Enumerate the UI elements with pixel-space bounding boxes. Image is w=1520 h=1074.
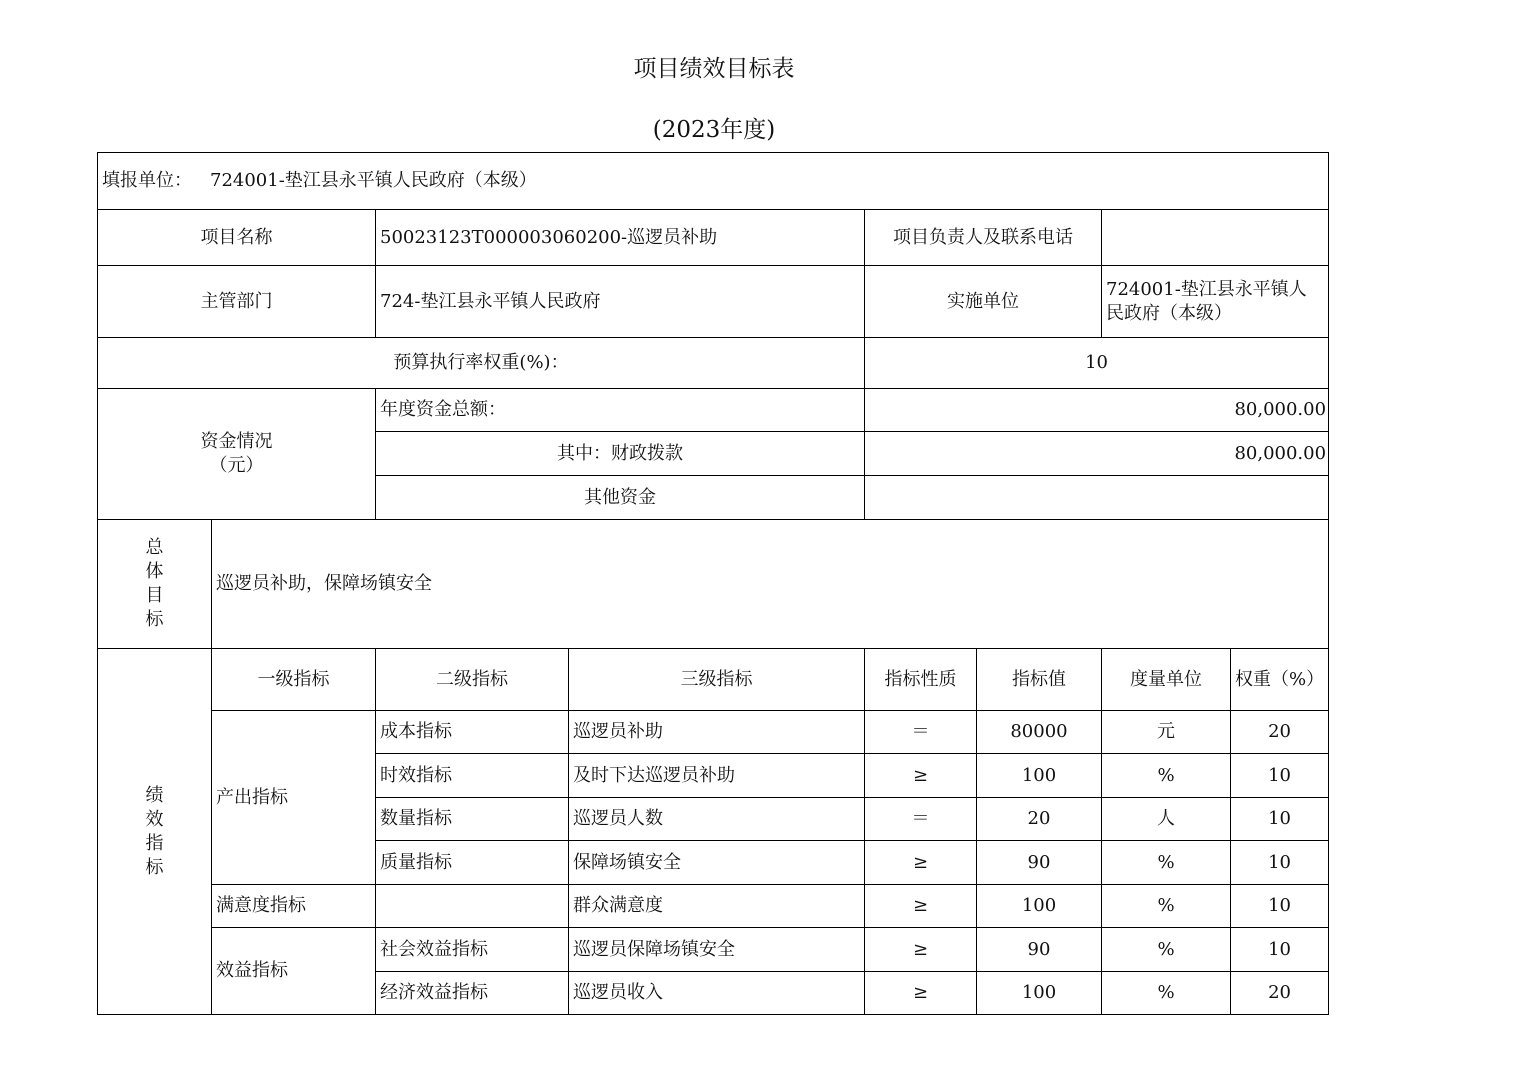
weight-cell[interactable]: 10 bbox=[1231, 841, 1329, 885]
unit-cell[interactable]: 人 bbox=[1102, 798, 1231, 841]
level2-cell[interactable] bbox=[376, 885, 569, 928]
level3-cell[interactable]: 巡逻员人数 bbox=[569, 798, 865, 841]
funds-other-label: 其他资金 bbox=[376, 476, 865, 520]
level1-cell: 满意度指标 bbox=[212, 885, 376, 928]
nature-cell[interactable]: ＝ bbox=[865, 711, 977, 754]
funds-label-line1: 资金情况 bbox=[200, 431, 273, 452]
table-row bbox=[98, 928, 1329, 972]
project-name-label: 项目名称 bbox=[98, 210, 376, 266]
project-contact-label: 项目负责人及联系电话 bbox=[865, 210, 1102, 266]
funds-total-label: 年度资金总额： bbox=[376, 389, 865, 432]
impl-unit-value[interactable] bbox=[1102, 266, 1329, 338]
header-weight: 权重（%） bbox=[1231, 649, 1329, 711]
level3-cell[interactable]: 及时下达巡逻员补助 bbox=[569, 754, 865, 798]
weight-cell[interactable]: 10 bbox=[1231, 928, 1329, 972]
unit-cell[interactable]: % bbox=[1102, 928, 1231, 972]
unit-cell[interactable]: 元 bbox=[1102, 711, 1231, 754]
value-cell[interactable]: 20 bbox=[977, 798, 1102, 841]
level3-cell[interactable]: 保障场镇安全 bbox=[569, 841, 865, 885]
level2-cell[interactable]: 成本指标 bbox=[376, 711, 569, 754]
weight-cell[interactable]: 20 bbox=[1231, 972, 1329, 1015]
nature-cell[interactable]: ＝ bbox=[865, 798, 977, 841]
impl-unit-value-line2: 民政府（本级） bbox=[1106, 302, 1232, 324]
unit-cell[interactable]: % bbox=[1102, 885, 1231, 928]
level2-cell[interactable]: 数量指标 bbox=[376, 798, 569, 841]
level3-cell[interactable]: 巡逻员收入 bbox=[569, 972, 865, 1015]
performance-target-table bbox=[97, 152, 1329, 1015]
value-cell[interactable]: 80000 bbox=[977, 711, 1102, 754]
level3-cell[interactable]: 巡逻员保障场镇安全 bbox=[569, 928, 865, 972]
header-value: 指标值 bbox=[977, 649, 1102, 711]
value-cell[interactable]: 90 bbox=[977, 841, 1102, 885]
level1-cell: 效益指标 bbox=[212, 928, 376, 1015]
project-name-value[interactable]: 50023123T000003060200-巡逻员补助 bbox=[376, 210, 865, 266]
funds-other-value[interactable] bbox=[865, 476, 1329, 520]
weight-cell[interactable]: 10 bbox=[1231, 754, 1329, 798]
nature-cell[interactable]: ≥ bbox=[865, 885, 977, 928]
level2-cell[interactable]: 社会效益指标 bbox=[376, 928, 569, 972]
funds-fiscal-label: 其中：财政拨款 bbox=[376, 432, 865, 476]
fill-unit-cell bbox=[98, 153, 1329, 210]
performance-char: 效 bbox=[145, 808, 164, 830]
page-subtitle: (2023年度) bbox=[652, 117, 776, 143]
level2-cell[interactable]: 经济效益指标 bbox=[376, 972, 569, 1015]
level2-cell[interactable]: 质量指标 bbox=[376, 841, 569, 885]
nature-cell[interactable]: ≥ bbox=[865, 841, 977, 885]
header-level2: 二级指标 bbox=[376, 649, 569, 711]
header-level1: 一级指标 bbox=[212, 649, 376, 711]
page-title: 项目绩效目标表 bbox=[633, 56, 795, 82]
performance-char: 指 bbox=[145, 832, 164, 854]
value-cell[interactable]: 100 bbox=[977, 972, 1102, 1015]
weight-cell[interactable]: 20 bbox=[1231, 711, 1329, 754]
level3-cell[interactable]: 群众满意度 bbox=[569, 885, 865, 928]
project-contact-value[interactable] bbox=[1102, 210, 1329, 266]
budget-rate-label: 预算执行率权重(%)： bbox=[98, 338, 865, 389]
nature-cell[interactable]: ≥ bbox=[865, 972, 977, 1015]
fill-unit-label: 填报单位： bbox=[102, 170, 192, 191]
overall-goal-label bbox=[98, 520, 212, 649]
header-nature: 指标性质 bbox=[865, 649, 977, 711]
funds-total-value[interactable]: 80,000.00 bbox=[865, 389, 1329, 432]
performance-char: 标 bbox=[145, 856, 164, 878]
nature-cell[interactable]: ≥ bbox=[865, 928, 977, 972]
nature-cell[interactable]: ≥ bbox=[865, 754, 977, 798]
impl-unit-value-line1: 724001-垫江县永平镇人 bbox=[1106, 278, 1307, 300]
overall-goal-char: 体 bbox=[145, 561, 164, 582]
value-cell[interactable]: 100 bbox=[977, 885, 1102, 928]
performance-char: 绩 bbox=[145, 784, 164, 806]
fill-unit-value: 724001-垫江县永平镇人民政府（本级） bbox=[210, 170, 537, 191]
value-cell[interactable]: 90 bbox=[977, 928, 1102, 972]
impl-unit-label: 实施单位 bbox=[865, 266, 1102, 338]
level1-cell: 产出指标 bbox=[212, 711, 376, 885]
weight-cell[interactable]: 10 bbox=[1231, 885, 1329, 928]
funds-label bbox=[98, 389, 376, 520]
overall-goal-text[interactable]: 巡逻员补助，保障场镇安全 bbox=[212, 520, 1329, 649]
level3-cell[interactable]: 巡逻员补助 bbox=[569, 711, 865, 754]
header-level3: 三级指标 bbox=[569, 649, 865, 711]
budget-rate-value[interactable]: 10 bbox=[865, 338, 1329, 389]
overall-goal-char: 标 bbox=[145, 609, 164, 630]
performance-label bbox=[98, 649, 212, 1015]
overall-goal-char: 目 bbox=[145, 585, 164, 606]
unit-cell[interactable]: % bbox=[1102, 841, 1231, 885]
header-unit: 度量单位 bbox=[1102, 649, 1231, 711]
table-row bbox=[98, 885, 1329, 928]
funds-fiscal-value[interactable]: 80,000.00 bbox=[865, 432, 1329, 476]
weight-cell[interactable]: 10 bbox=[1231, 798, 1329, 841]
value-cell[interactable]: 100 bbox=[977, 754, 1102, 798]
unit-cell[interactable]: % bbox=[1102, 754, 1231, 798]
dept-value[interactable]: 724-垫江县永平镇人民政府 bbox=[376, 266, 865, 338]
dept-label: 主管部门 bbox=[98, 266, 376, 338]
table-row bbox=[98, 711, 1329, 754]
level2-cell[interactable]: 时效指标 bbox=[376, 754, 569, 798]
overall-goal-char: 总 bbox=[145, 537, 164, 558]
funds-label-line2: （元） bbox=[209, 455, 264, 476]
unit-cell[interactable]: % bbox=[1102, 972, 1231, 1015]
